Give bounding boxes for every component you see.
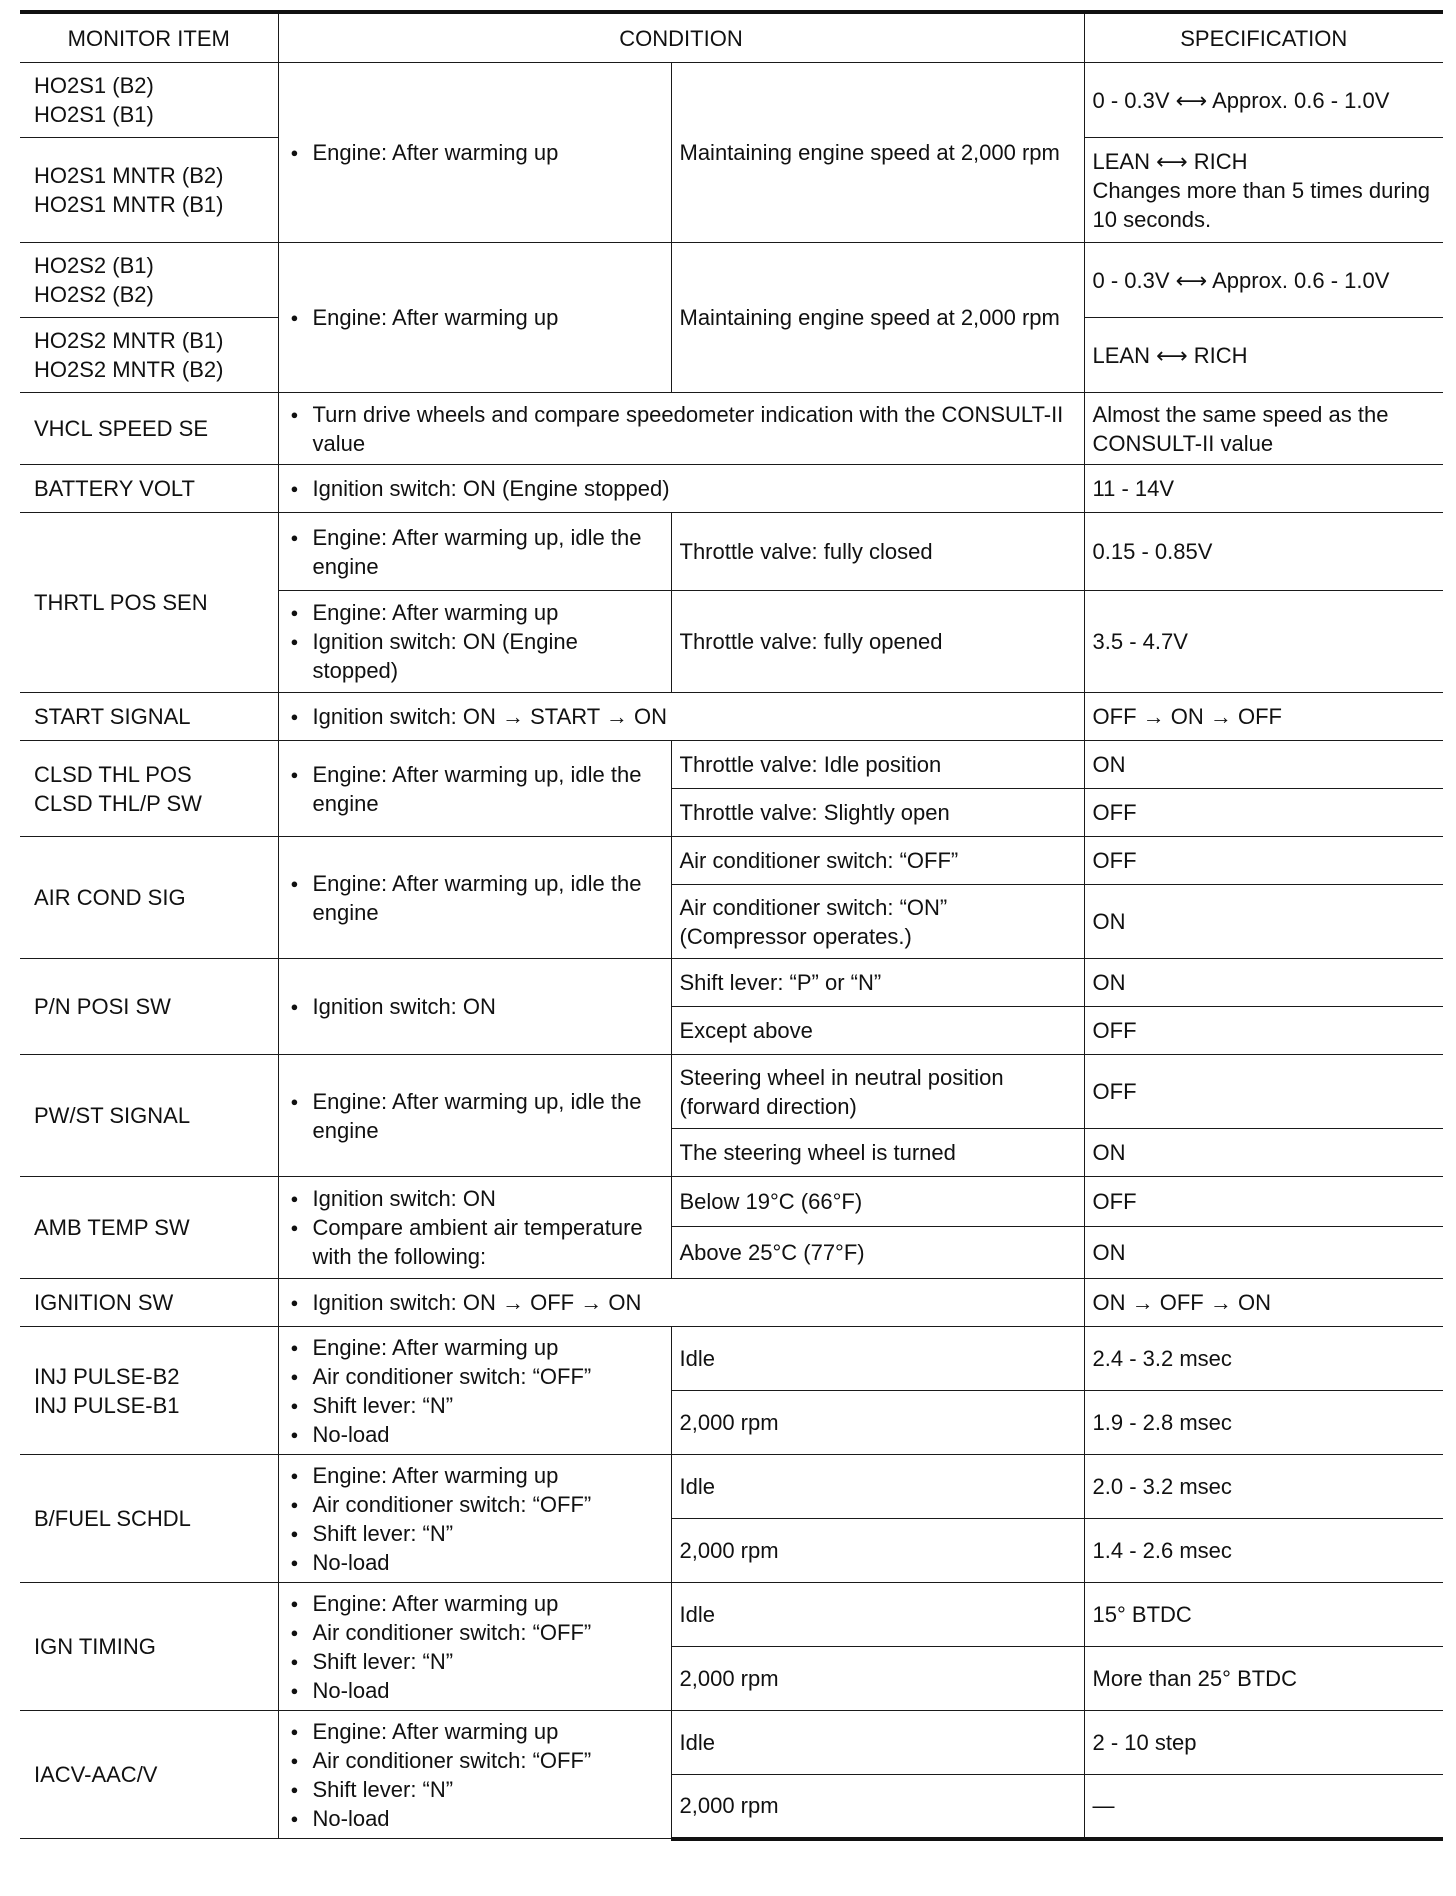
spec-cell: OFF	[1084, 837, 1443, 885]
sub-condition-cell	[671, 885, 1084, 959]
monitor-item: HO2S1 (B1)	[34, 102, 154, 127]
table-row	[20, 1583, 1443, 1647]
spec-cell: ON	[1084, 1129, 1443, 1177]
monitor-item: PW/ST SIGNAL	[20, 1055, 278, 1177]
condition-bullet: ● Ignition switch: ON	[287, 1184, 663, 1213]
sub-condition-line: Steering wheel in neutral position	[679, 1064, 1004, 1090]
spec-cell: 3.5 - 4.7V	[1084, 591, 1443, 693]
header-condition: CONDITION	[278, 12, 1084, 63]
sub-condition-cell: Maintaining engine speed at 2,000 rpm	[671, 63, 1084, 243]
condition-bullet: ● Shift lever: “N”	[287, 1775, 663, 1804]
spec-cell: 2 - 10 step	[1084, 1711, 1443, 1775]
condition-bullet: ● Air conditioner switch: “OFF”	[287, 1618, 663, 1647]
condition-bullet: ● Air conditioner switch: “OFF”	[287, 1746, 663, 1775]
sub-condition-cell: Shift lever: “P” or “N”	[671, 959, 1084, 1007]
document-page	[20, 10, 1443, 1841]
sub-condition-cell: 2,000 rpm	[671, 1519, 1084, 1583]
condition-cell	[278, 741, 671, 837]
sub-condition-cell: Throttle valve: fully closed	[671, 513, 1084, 591]
condition-cell	[278, 465, 1084, 513]
condition-bullet: ● Ignition switch: ON → OFF → ON	[287, 1288, 1076, 1317]
condition-bullet: ● Engine: After warming up	[287, 1589, 663, 1618]
sub-condition-line: (Compressor operates.)	[679, 923, 912, 949]
condition-cell	[278, 1455, 671, 1583]
condition-bullet: ● Engine: After warming up, idle the engine	[287, 869, 663, 927]
sub-condition-cell: The steering wheel is turned	[671, 1129, 1084, 1177]
table-row	[20, 1055, 1443, 1129]
table-row	[20, 63, 1443, 138]
sub-condition-cell: 2,000 rpm	[671, 1391, 1084, 1455]
condition-cell	[278, 243, 671, 393]
spec-cell: ON	[1084, 885, 1443, 959]
spec-cell: 11 - 14V	[1084, 465, 1443, 513]
condition-cell	[278, 1177, 671, 1279]
table-row	[20, 1327, 1443, 1391]
condition-bullet: ● Ignition switch: ON	[287, 992, 663, 1021]
monitor-item: AMB TEMP SW	[20, 1177, 278, 1279]
monitor-item: HO2S2 MNTR (B1)	[34, 328, 224, 353]
monitor-item: HO2S1 MNTR (B2)	[34, 163, 224, 188]
condition-cell	[278, 63, 671, 243]
condition-cell	[278, 693, 1084, 741]
monitor-item: INJ PULSE-B1	[34, 1392, 180, 1418]
spec-cell: OFF	[1084, 1177, 1443, 1227]
condition-bullet: ● Shift lever: “N”	[287, 1391, 663, 1420]
spec-cell: Almost the same speed as the CONSULT-II value	[1084, 393, 1443, 465]
condition-bullet: ● Shift lever: “N”	[287, 1519, 663, 1548]
spec-line: LEAN ⟷ RICH	[1092, 148, 1248, 174]
monitor-item: CLSD THL/P SW	[34, 790, 202, 816]
condition-cell	[278, 837, 671, 959]
monitor-item: HO2S2 MNTR (B2)	[34, 357, 224, 382]
spec-cell: 0.15 - 0.85V	[1084, 513, 1443, 591]
header-monitor-item: MONITOR ITEM	[20, 12, 278, 63]
condition-cell	[278, 1055, 671, 1177]
table-row	[20, 741, 1443, 789]
monitor-item-cell	[20, 138, 278, 243]
monitor-item-cell	[20, 318, 278, 393]
table-row	[20, 959, 1443, 1007]
sub-condition-cell: Air conditioner switch: “OFF”	[671, 837, 1084, 885]
sub-condition-cell: Idle	[671, 1455, 1084, 1519]
condition-bullet: ● Ignition switch: ON (Engine stopped)	[287, 474, 1076, 503]
spec-cell: OFF	[1084, 1007, 1443, 1055]
condition-bullet: ● Engine: After warming up, idle the engine	[287, 1087, 663, 1145]
table-row	[20, 693, 1443, 741]
sub-condition-cell: 2,000 rpm	[671, 1647, 1084, 1711]
spec-cell: 0 - 0.3V ⟷ Approx. 0.6 - 1.0V	[1084, 63, 1443, 138]
spec-cell: OFF → ON → OFF	[1084, 693, 1443, 741]
condition-bullet: ● Air conditioner switch: “OFF”	[287, 1490, 663, 1519]
monitor-item: IGNITION SW	[20, 1279, 278, 1327]
condition-cell	[278, 1327, 671, 1455]
table-row	[20, 513, 1443, 591]
condition-bullet: ● Engine: After warming up, idle the engine	[287, 760, 663, 818]
header-row	[20, 12, 1443, 63]
condition-cell	[278, 591, 671, 693]
sub-condition-cell: Idle	[671, 1327, 1084, 1391]
spec-cell: 1.9 - 2.8 msec	[1084, 1391, 1443, 1455]
spec-cell: LEAN ⟷ RICH	[1084, 318, 1443, 393]
spec-cell	[1084, 138, 1443, 243]
sub-condition-cell: Throttle valve: Slightly open	[671, 789, 1084, 837]
condition-cell	[278, 959, 671, 1055]
spec-cell: ON	[1084, 959, 1443, 1007]
sub-condition-cell: Idle	[671, 1711, 1084, 1775]
condition-bullet: ● Engine: After warming up	[287, 1717, 663, 1746]
condition-bullet: ● Ignition switch: ON → START → ON	[287, 702, 1076, 731]
sub-condition-cell: Above 25°C (77°F)	[671, 1227, 1084, 1279]
monitor-item: IACV-AAC/V	[20, 1711, 278, 1839]
condition-bullet: ● Air conditioner switch: “OFF”	[287, 1362, 663, 1391]
spec-cell: More than 25° BTDC	[1084, 1647, 1443, 1711]
condition-bullet: ● Engine: After warming up	[287, 1461, 663, 1490]
spec-cell: OFF	[1084, 789, 1443, 837]
sub-condition-cell: Except above	[671, 1007, 1084, 1055]
sub-condition-cell: Below 19°C (66°F)	[671, 1177, 1084, 1227]
condition-cell	[278, 513, 671, 591]
spec-cell: 1.4 - 2.6 msec	[1084, 1519, 1443, 1583]
table-row	[20, 393, 1443, 465]
table-row	[20, 1279, 1443, 1327]
sub-condition-cell: Throttle valve: Idle position	[671, 741, 1084, 789]
condition-bullet: ● Turn drive wheels and compare speedometer indication with the CONSULT-II value	[287, 400, 1076, 458]
monitor-item: B/FUEL SCHDL	[20, 1455, 278, 1583]
condition-bullet: ● Engine: After warming up, idle the engine	[287, 523, 663, 581]
sub-condition-cell: Maintaining engine speed at 2,000 rpm	[671, 243, 1084, 393]
condition-bullet: ● Compare ambient air temperature with the following:	[287, 1213, 663, 1271]
sub-condition-cell	[671, 1055, 1084, 1129]
spec-cell: ON	[1084, 741, 1443, 789]
condition-bullet: ● Engine: After warming up	[287, 1333, 663, 1362]
condition-bullet: ● Engine: After warming up	[287, 303, 663, 332]
monitor-item: P/N POSI SW	[20, 959, 278, 1055]
monitor-item: CLSD THL POS	[34, 761, 192, 787]
spec-cell: ON	[1084, 1227, 1443, 1279]
table-row	[20, 1177, 1443, 1227]
spec-cell: ON → OFF → ON	[1084, 1279, 1443, 1327]
table-row	[20, 465, 1443, 513]
condition-bullet: ● No-load	[287, 1804, 663, 1833]
monitor-item: THRTL POS SEN	[20, 513, 278, 693]
sub-condition-cell: 2,000 rpm	[671, 1775, 1084, 1839]
monitor-item-cell	[20, 243, 278, 318]
spec-cell: 2.4 - 3.2 msec	[1084, 1327, 1443, 1391]
sub-condition-cell: Idle	[671, 1583, 1084, 1647]
monitor-item: INJ PULSE-B2	[34, 1363, 180, 1389]
condition-bullet: ● Engine: After warming up	[287, 138, 663, 167]
monitor-item: IGN TIMING	[20, 1583, 278, 1711]
monitor-item: HO2S1 (B2)	[34, 73, 154, 98]
sub-condition-line: (forward direction)	[679, 1093, 857, 1119]
monitor-item: HO2S2 (B1)	[34, 253, 154, 278]
condition-bullet: ● No-load	[287, 1676, 663, 1705]
spec-cell: 15° BTDC	[1084, 1583, 1443, 1647]
sub-condition-cell: Throttle valve: fully opened	[671, 591, 1084, 693]
condition-bullet: ● Ignition switch: ON (Engine stopped)	[287, 627, 663, 685]
condition-cell	[278, 1711, 671, 1839]
table-row	[20, 837, 1443, 885]
monitor-item: BATTERY VOLT	[20, 465, 278, 513]
monitor-spec-table	[20, 10, 1443, 1841]
table-row	[20, 243, 1443, 318]
condition-cell	[278, 1279, 1084, 1327]
monitor-item-cell	[20, 63, 278, 138]
monitor-item-cell	[20, 741, 278, 837]
header-specification: SPECIFICATION	[1084, 12, 1443, 63]
spec-cell: OFF	[1084, 1055, 1443, 1129]
condition-bullet: ● No-load	[287, 1420, 663, 1449]
condition-cell	[278, 1583, 671, 1711]
monitor-item: VHCL SPEED SE	[20, 393, 278, 465]
table-row	[20, 1455, 1443, 1519]
monitor-item: AIR COND SIG	[20, 837, 278, 959]
sub-condition-line: Air conditioner switch: “ON”	[679, 894, 948, 920]
spec-cell: 2.0 - 3.2 msec	[1084, 1455, 1443, 1519]
monitor-item: START SIGNAL	[20, 693, 278, 741]
condition-bullet: ● No-load	[287, 1548, 663, 1577]
condition-bullet: ● Shift lever: “N”	[287, 1647, 663, 1676]
spec-cell: 0 - 0.3V ⟷ Approx. 0.6 - 1.0V	[1084, 243, 1443, 318]
table-row	[20, 1711, 1443, 1775]
condition-cell	[278, 393, 1084, 465]
condition-bullet: ● Engine: After warming up	[287, 598, 663, 627]
spec-cell: —	[1084, 1775, 1443, 1839]
monitor-item-cell	[20, 1327, 278, 1455]
monitor-item: HO2S2 (B2)	[34, 282, 154, 307]
spec-line: Changes more than 5 times during 10 seconds.	[1092, 177, 1431, 232]
monitor-item: HO2S1 MNTR (B1)	[34, 192, 224, 217]
